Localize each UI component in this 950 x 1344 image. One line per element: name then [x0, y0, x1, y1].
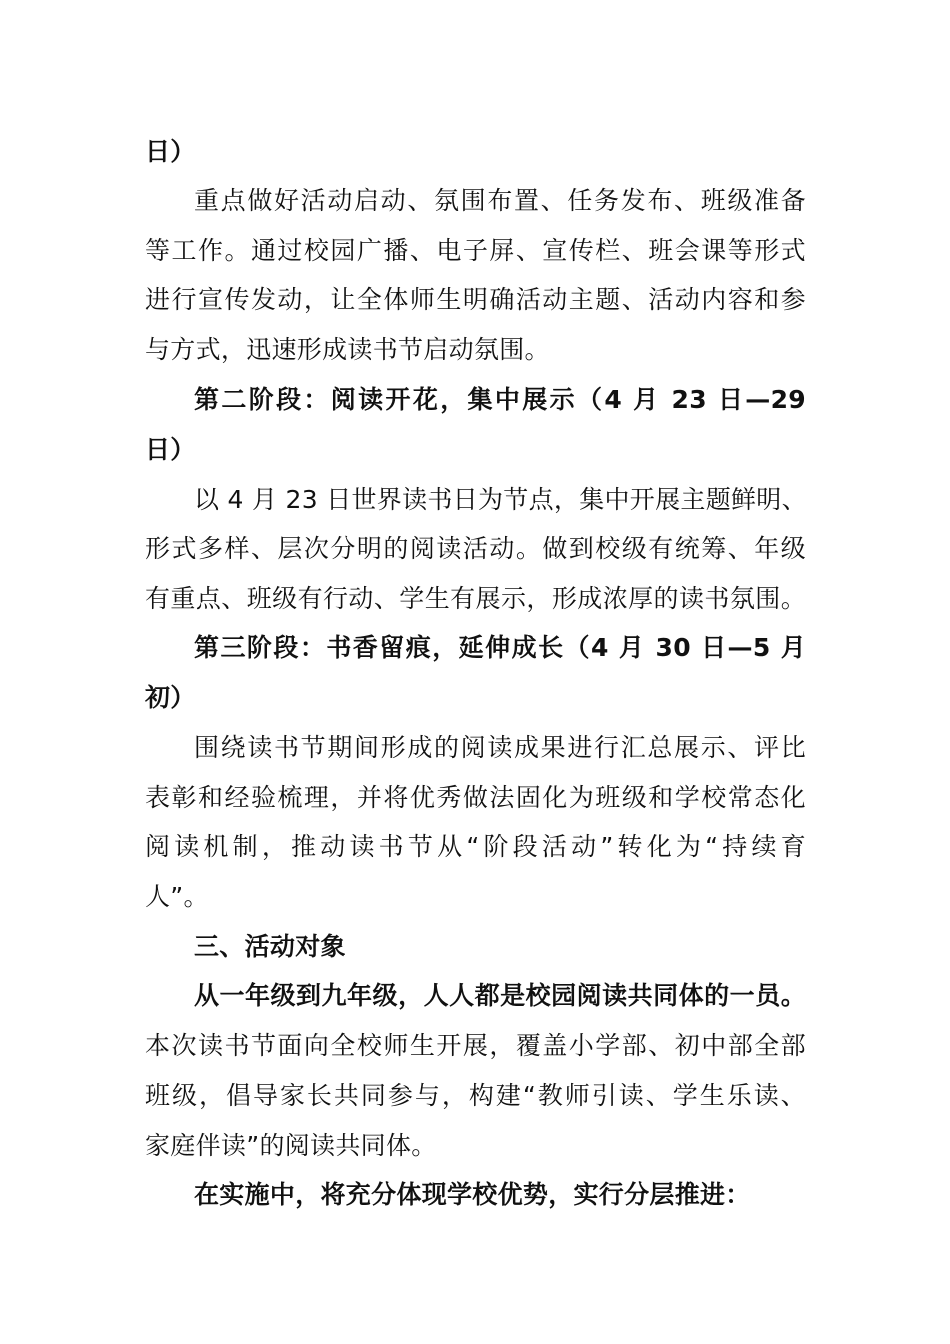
paragraph-line: 班级，倡导家长共同参与，构建“教师引读、学生乐读、	[145, 1081, 806, 1110]
paragraph-lead-sentence: 在实施中，将充分体现学校优势，实行分层推进：	[194, 1180, 751, 1209]
paragraph-line: 家庭伴读”的阅读共同体。	[145, 1131, 437, 1160]
paragraph-line: 阅读机制，推动读书节从“阶段活动”转化为“持续育	[145, 832, 806, 861]
heading-continuation: 日）	[145, 435, 196, 464]
paragraph-line: 以 4 月 23 日世界读书日为节点，集中开展主题鲜明、	[194, 485, 807, 514]
paragraph-line: 有重点、班级有行动、学生有展示，形成浓厚的读书氛围。	[145, 584, 806, 613]
paragraph-line: 形式多样、层次分明的阅读活动。做到校级有统筹、年级	[145, 534, 806, 563]
paragraph-line: 围绕读书节期间形成的阅读成果进行汇总展示、评比	[194, 733, 806, 762]
paragraph-line: 人”。	[145, 882, 209, 911]
heading-continuation: 初）	[145, 683, 196, 712]
section-heading-stage-two: 第二阶段：阅读开花，集中展示（4 月 23 日—29	[194, 385, 806, 414]
paragraph-line: 表彰和经验梳理，并将优秀做法固化为班级和学校常态化	[145, 783, 806, 812]
section-heading-activity-target: 三、活动对象	[194, 932, 346, 961]
paragraph-line: 与方式，迅速形成读书节启动氛围。	[145, 335, 550, 364]
paragraph-line: 等工作。通过校园广播、电子屏、宣传栏、班会课等形式	[145, 236, 806, 265]
paragraph-line: 本次读书节面向全校师生开展，覆盖小学部、初中部全部	[145, 1031, 806, 1060]
paragraph-lead-sentence: 从一年级到九年级，人人都是校园阅读共同体的一员。	[194, 981, 806, 1010]
paragraph-line: 进行宣传发动，让全体师生明确活动主题、活动内容和参	[145, 285, 806, 314]
section-heading-stage-three: 第三阶段：书香留痕，延伸成长（4 月 30 日—5 月	[194, 633, 806, 662]
heading-continuation: 日）	[145, 137, 196, 166]
paragraph-line: 重点做好活动启动、氛围布置、任务发布、班级准备	[194, 186, 806, 215]
